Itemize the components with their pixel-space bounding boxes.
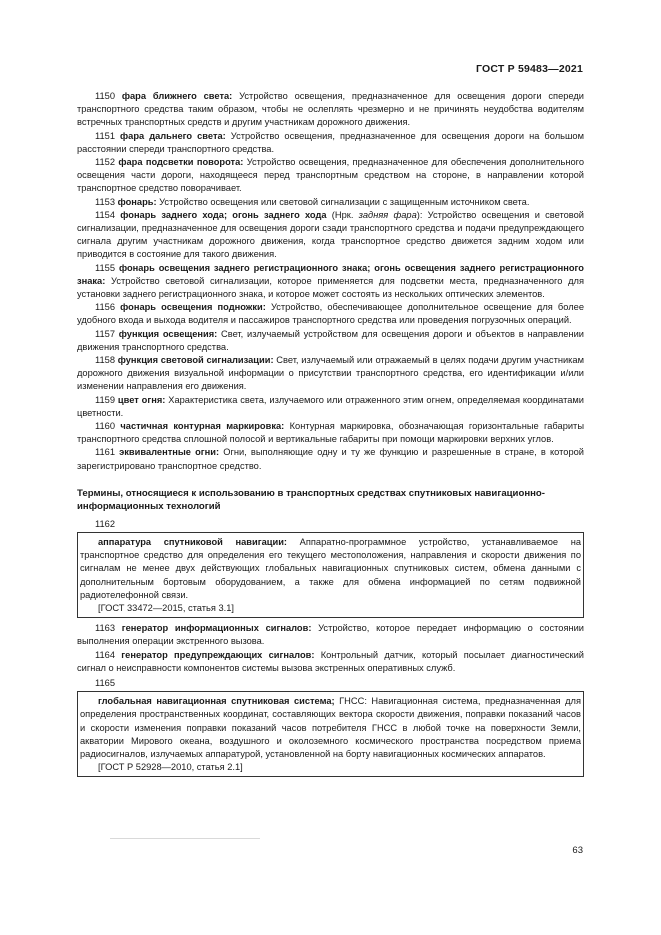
- term-entry-1158: [77, 354, 584, 394]
- term-title: фонарь освещения подножки:: [120, 302, 266, 313]
- terms-list-after: [77, 622, 584, 675]
- term-text: Свет, излучаемый или отражаемый в целях подачи другим участникам дорожного движения визуальной информации о присутствии транспортного средства, его идентификации и/или изменении направления его движения.: [77, 355, 584, 392]
- term-entry-1153: [77, 196, 584, 209]
- term-title-1162: аппаратура спутниковой навигации:: [98, 536, 288, 547]
- term-definition-1162: [80, 536, 581, 602]
- term-number: 1155: [95, 262, 115, 273]
- term-entry-1152: [77, 156, 584, 196]
- term-entry-1161: [77, 446, 584, 472]
- scan-artifact-line: [110, 838, 260, 839]
- document-code: ГОСТ Р 59483—2021: [475, 63, 583, 75]
- term-number: 1161: [95, 447, 115, 458]
- terms-list: [77, 90, 584, 473]
- term-number: 1152: [95, 157, 115, 168]
- term-entry-1151: [77, 130, 584, 156]
- term-text-1165: ГНСС: Навигационная система, предназначенная для определения пространственных координат, составляющих вектора скорости движения, поправки показаний часов и скорости изменения поправки показаний часов потребителя ГНСС в любой точке на поверхности Земли, акватории Мирового океана, воздушного и околоземного космического пространства посредством приема радиосигналов, излучаемых аппаратурой, установленной на борту навигационных космических аппаратов.: [80, 696, 581, 759]
- term-title: эквивалентные огни:: [119, 447, 220, 458]
- term-number: 1163: [95, 623, 115, 634]
- term-text: Характеристика света, излучаемого или отраженного этим огнем, определяемая координатами цветности.: [77, 394, 584, 418]
- term-title: генератор предупреждающих сигналов:: [121, 649, 315, 660]
- term-number: 1151: [95, 130, 115, 141]
- term-title: фонарь:: [117, 196, 157, 207]
- term-text-1162: Аппаратно-программное устройство, устанавливаемое на транспортное средство для определения его текущего местоположения, направления и скорости движения по сигналам не менее двух действующих глобальных навигационных спутниковых систем, обмена данными с дополнительным бортовым оборудованием, а также для обмена информацией по сетям подвижной радиотелефонной связи.: [80, 536, 581, 600]
- term-number: 1157: [95, 328, 115, 339]
- term-title: цвет огня:: [117, 394, 166, 405]
- term-title-1165: глобальная навигационная спутниковая система;: [98, 696, 335, 707]
- term-text: Устройство, обеспечивающее дополнительное освещение для более удобного входа и выхода водителя и пассажиров транспортного средства или проведения погрузочных операций.: [77, 302, 584, 326]
- term-reference-1162: [ГОСТ 33472—2015, статья 3.1]: [98, 602, 234, 613]
- term-text: Устройство освещения, предназначенное для освещения дороги спереди транспортного средства таким образом, чтобы не ослеплять чрезмерно и не причинять неудобства водителям встречных транспортных средств и другим участникам дорожного движения.: [77, 91, 585, 128]
- term-number-1162: 1162: [95, 518, 115, 529]
- term-entry-1157: [77, 328, 584, 354]
- term-text: Огни, выполняющие одну и ту же функцию и разрешенные в стране, в которой зарегистрировано транспортное средство.: [77, 447, 584, 471]
- term-entry-1160: [77, 420, 584, 446]
- term-definition-1165: [80, 695, 581, 761]
- term-number: 1159: [95, 394, 115, 405]
- term-text: Устройство, которое передает информацию о состоянии выполнения операции экстренного вызова.: [77, 623, 584, 647]
- section-title: Термины, относящиеся к использованию в транспортных средствах спутниковых навигационно-информационных технологий: [77, 487, 545, 513]
- term-title: фонарь освещения заднего регистрационного знака; огонь освещения заднего регистрационного знака:: [77, 262, 584, 286]
- term-number: 1164: [95, 649, 115, 660]
- term-text: Устройство освещения или световой сигнализации с защищенным источником света.: [156, 196, 530, 207]
- term-entry-1156: [77, 301, 584, 327]
- term-deprecated: задняя фара: [358, 209, 417, 220]
- term-number: 1156: [95, 302, 115, 313]
- term-box-1162: [77, 532, 584, 618]
- term-text: Устройство освещения, предназначенное для обеспечения дополнительного освещения части дороги, находящееся перед транспортным средством на стороне, в направлении которой транспортное средство поворачивает.: [77, 157, 585, 194]
- term-text: Контрольный датчик, который посылает диагностический сигнал о неисправности компонентов системы вызова экстренных оперативных служб.: [77, 649, 584, 673]
- term-text: Свет, излучаемый устройством для освещения дороги и объектов в направлении движения транспортного средства.: [77, 328, 584, 352]
- term-number: 1158: [95, 355, 115, 366]
- term-title: фара ближнего света:: [121, 91, 233, 101]
- term-text: Контурная маркировка, обозначающая горизонтальные габариты транспортного средства сплошной полосой и вертикальные габариты при помощи маркировки верхних углов.: [77, 421, 584, 445]
- term-title: фонарь заднего хода; огонь заднего хода: [120, 209, 327, 220]
- term-text: Устройство освещения, предназначенное для освещения дороги на большом расстоянии спереди транспортного средства.: [77, 130, 584, 154]
- term-title: фара дальнего света:: [120, 130, 226, 141]
- term-entry-1164: [77, 649, 584, 675]
- term-box-1165: [77, 691, 584, 777]
- term-entry-1155: [77, 262, 584, 302]
- term-number: 1160: [95, 421, 115, 432]
- term-entry-1150: [77, 90, 584, 130]
- term-number: 1154: [95, 209, 115, 220]
- term-entry-1159: [77, 394, 584, 420]
- term-title: частичная контурная маркировка:: [120, 421, 285, 432]
- term-note-prefix: (Нрк.: [326, 209, 359, 220]
- page-number: 63: [572, 845, 583, 856]
- term-title: фара подсветки поворота:: [118, 157, 244, 168]
- term-text: ): Устройство освещения и световой сигнализации, предназначенное для освещения дороги сзади транспортного средства и подачи предупреждающего сигнала другим участникам дорожного движения, когда транспортное средство движется задним ходом или приводится в состояние для такого движения.: [77, 209, 584, 260]
- term-title: генератор информационных сигналов:: [121, 623, 312, 634]
- term-reference-1165: [ГОСТ Р 52928—2010, статья 2.1]: [98, 762, 243, 773]
- term-number: 1153: [95, 196, 115, 207]
- term-number: 1150: [95, 91, 115, 101]
- term-title: функция световой сигнализации:: [117, 355, 274, 366]
- term-number-1165: 1165: [95, 677, 115, 688]
- term-entry-1154: [77, 209, 584, 262]
- term-entry-1163: [77, 622, 584, 648]
- term-title: функция освещения:: [118, 328, 218, 339]
- page-content: [77, 90, 584, 781]
- term-text: Устройство световой сигнализации, которое применяется для подсветки места, предназначенного для установки заднего регистрационного знака, и которое может состоять из нескольких оптических элементов.: [77, 275, 584, 300]
